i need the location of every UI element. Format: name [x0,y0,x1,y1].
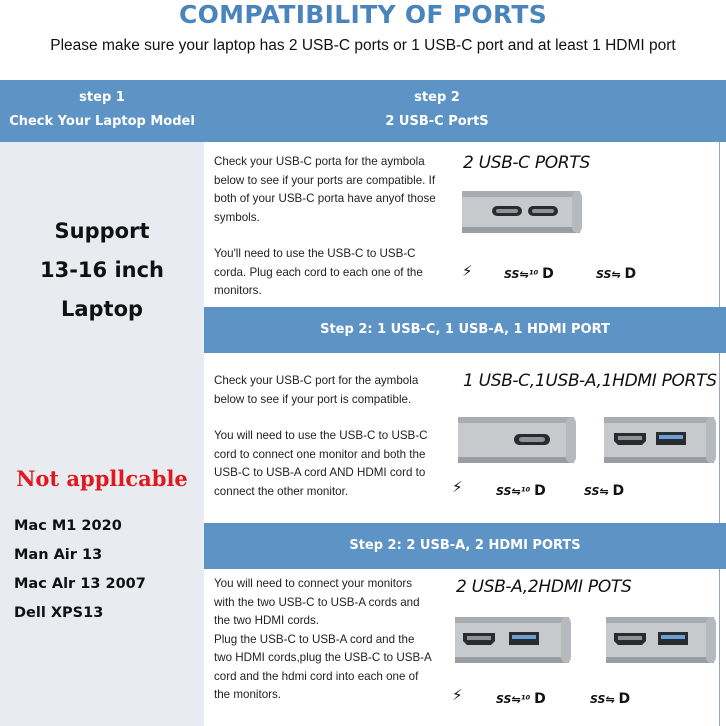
ss10-displayport-icon: SS⇋¹⁰ D [496,483,546,499]
support-line: Support [54,219,150,243]
step1-title: Check Your Laptop Model [9,114,195,129]
laptop-hdmi-usba-icon [604,413,720,469]
section3-text [214,575,464,705]
ss-displayport-icon: SS⇋ D [596,266,637,282]
step1-label: step 1 [79,90,125,105]
text-line: connect the other monitor. [214,484,349,498]
text-line: USB-C to USB-A cord AND HDMI cord to [214,466,426,479]
page-title: COMPATIBILITY OF PORTS [178,0,548,29]
text-line: the two HDMI cords. [214,614,320,627]
model-item: Man Air 13 [14,547,103,563]
support-line: 13-16 inch [39,258,165,282]
text-line: cord and the hdmi cord into each one of [214,669,419,683]
section3-label: 2 USB-A,2HDMI POTS [456,577,632,597]
model-list [14,512,146,628]
laptop-usbc-icon [458,413,580,469]
text-line: below to see if your ports are compatible. If [214,173,436,187]
text-line: Plug the USB-C to USB-A cord and the [214,632,415,646]
text-line: the monitors. [214,688,282,701]
text-line: Check your USB-C porta for the aymbola [214,155,425,168]
text-line: symbols. [214,210,260,224]
thunderbolt-icon: ⚡ [462,262,473,280]
ss10-displayport-icon: SS⇋¹⁰ D [496,691,546,707]
text-line: You'll need to use the USB-C to USB-C [214,247,416,260]
text-line: You will need to use the USB-C to USB-C [214,429,428,442]
ss-displayport-icon: SS⇋ D [590,691,631,707]
section2-label: 1 USB-C,1USB-A,1HDMI PORTS [463,371,717,391]
laptop-hdmi-usba-icon [606,613,720,669]
step2-header [204,86,670,134]
section3-band: Step 2: 2 USB-A, 2 HDMI PORTS [204,523,726,569]
step1-header [0,86,204,134]
text-line: You will need to connect your monitors [214,577,413,590]
step2-label: step 2 [414,90,460,105]
page-subtitle: Please make sure your laptop has 2 USB-C ports or 1 USB-C port and at least 1 HDMI port [50,37,676,54]
ss-displayport-icon: SS⇋ D [584,483,625,499]
text-line: both of your USB-C porta have anyof those [214,192,436,205]
section1-label: 2 USB-C PORTS [463,153,590,173]
text-line: cord to connect one monitor and both the [214,447,426,461]
text-line: two HDMI cords,plug the USB-C to USB-A [214,651,432,664]
step2-title: 2 USB-C PortS [385,114,489,129]
model-item: Dell XPS13 [14,605,104,621]
thunderbolt-icon: ⚡ [452,686,463,704]
support-text [0,212,204,329]
section2-text-2 [214,427,464,501]
section2-text-1 [214,372,464,409]
support-line: Laptop [60,297,144,321]
text-line: below to see if your port is compatible. [214,392,412,406]
text-line: corda. Plug each cord to each one of the [214,265,423,279]
laptop-hdmi-usba-icon [455,613,575,669]
thunderbolt-icon: ⚡ [452,478,463,496]
ss10-displayport-icon: SS⇋¹⁰ D [504,266,554,282]
text-line: Check your USB-C port for the aymbola [214,374,419,387]
text-line: monitors. [214,284,262,297]
laptop-2usbc-icon [462,187,586,239]
section2-band: Step 2: 1 USB-C, 1 USB-A, 1 HDMI PORT [204,307,726,353]
not-applicable-heading: Not appllcable [16,466,188,491]
section1-text-1 [214,153,464,227]
section1-text-2 [214,245,464,301]
text-line: with the two USB-C to USB-A cords and [214,595,420,609]
model-item: Mac M1 2020 [14,518,122,534]
model-item: Mac Alr 13 2007 [14,576,146,592]
